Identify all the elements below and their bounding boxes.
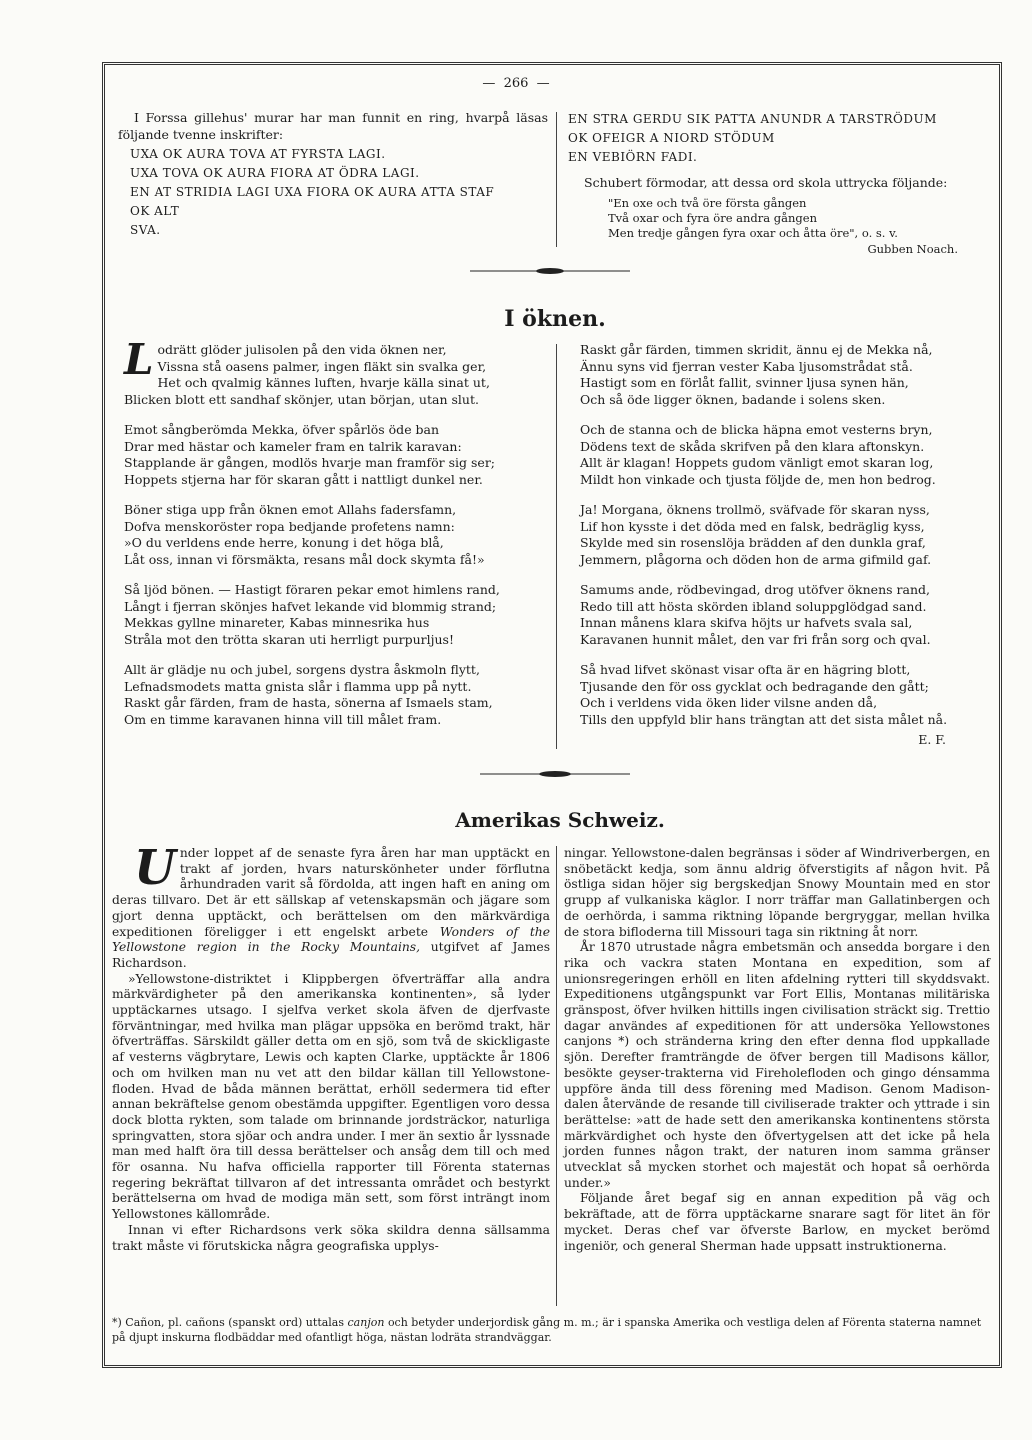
verse-line: Hastigt som en förlåt fallit, svinner ljusa synen hän,	[580, 375, 909, 390]
verse-line: Innan månens klara skifva höjts ur hafvets svala sal,	[580, 615, 913, 630]
verse-line: Dödens text de skåda skrifven på den klara aftonskyn.	[580, 438, 925, 454]
stanza	[580, 502, 990, 568]
verse-line: Skylde med sin rosenslöja brädden af den dunkla graf,	[580, 535, 926, 550]
verse-line: Vissna stå oasens palmer, ingen fläkt sin svalka ger,	[157, 358, 487, 374]
article-right-p3: Följande året begaf sig en annan expedition på väg och bekräftade, att de förra upptäckarne snarare sagt för litet än för mycket. Deras chef var öfverste Barlow, en mycket berömd ingeniör, och general Sherman hade uppsatt instruktionerna.	[564, 1191, 990, 1253]
verse-line: Ännu syns vid fjerran vester Kaba ljusomstrådat stå.	[580, 358, 913, 374]
translation-line: Två oxar och fyra öre andra gången	[608, 210, 817, 225]
verse-line: Om en timme karavanen hinna vill till målet fram.	[124, 711, 442, 727]
stanza	[580, 422, 990, 488]
inscription-line: SVA.	[130, 223, 161, 237]
column-divider	[556, 112, 557, 247]
article-left-p2: »Yellowstone-distriktet i Klippbergen öfverträffar alla andra märkvärdigheter på den amerikanska kontinenten», så lyder upptäckarnes utsago. I sjelfva verket skola äfven de djerfvaste förväntningar, med hvilka man plägar uppsöka en berömd trakt, här öfverträffas. Särskildt gäller detta om en sjö, som två de skickligaste af vesterns vägbrytare, Lewis och kapten Clarke, upptäckte år 1806 och om hvilken man nu vet att den bildar källan till Yellowstone-floden. Hvad de båda männen berättat, erhöll sedermera tid efter annan bekräftelse genom obestämda uppgifter. Egentligen voro dessa dock blotta rykten, som talade om brinnande jordsträckor, naturliga springvatten, stora sjöar och andra under. I mer än sextio år lyssnade man med halft öra till dessa berättelser och ansåg dem till och med för osanna. Nu hafva officiella rapporter till Förenta staternas regering bekräftat tillvaron af det intressanta området och bestyrkt berättelserna om hvad de modiga män sett, som först inträngt inom Yellowstones källområde.	[112, 971, 550, 1222]
inscription-line: EN AT STRIDIA LAGI UXA FIORA OK AURA ATTA STAF	[130, 185, 495, 199]
footnote: *) Cañon, pl. cañons (spanskt ord) uttalas canjon och betyder underjordisk gång m. m.; är i spanska Amerika och vestliga delen af Förenta staterna namnet på djupt inskurna flodbäddar med ofantligt höga, nästan lodräta strandväggar.	[112, 1316, 982, 1344]
poem-left-stanzas	[124, 335, 552, 728]
translation-line: Men tredje gången fyra oxar och åtta öre", o. s. v.	[608, 225, 898, 240]
stanza	[124, 582, 552, 648]
inscription-line: EN STRA GERDU SIK PATTA ANUNDR A TARSTRÖDUM	[568, 112, 937, 126]
verse-line: Redo till att hösta skörden ibland soluppglödgad sand.	[580, 598, 927, 614]
inscription-line: OK ALT	[130, 204, 180, 218]
verse-line: Jemmern, plågorna och döden hon de arma gifmild gaf.	[580, 551, 932, 567]
verse-line: Emot sångberömda Mekka, öfver spårlös öde ban	[124, 422, 440, 437]
verse-line: Lif hon kysste i det döda med en falsk, bedräglig kyss,	[580, 518, 925, 534]
verse-line: Raskt går färden, fram de hasta, sönerna af Ismaels stam,	[124, 695, 493, 710]
verse-line: Mekkas gyllne minareter, Kabas minnesrika hus	[124, 615, 430, 630]
verse-line: Och så öde ligger öknen, badande i solens sken.	[580, 391, 886, 407]
poem-divider	[556, 344, 557, 749]
verse-line: Långt i fjerran skönjes hafvet lekande vid blommig strand;	[124, 598, 497, 614]
translation-line: "En oxe och två öre första gången	[608, 195, 807, 210]
verse-line: Allt är glädje nu och jubel, sorgens dystra åskmoln flytt,	[124, 662, 480, 677]
article-right-p2: År 1870 utrustade några embetsmän och ansedda borgare i den rika och vackra staten Montana en expedition, som af unionsregeringen erhöll en liten afdelning rytteri till skyddsvakt. Expeditionens utgångspunkt var Fort Ellis, Montanas militäriska gränspost, öfver hvilken hittills ingen civilisation sträckt sig. Trettio dagar användes af expeditionen för att undersöka Yellowstones canjons *) och stränderna kring den efter denna flod uppkallade sjön. Derefter framträngde de öfver bergen till Madisons källor, besökte geyser-trakterna vid Fireholefloden och gingo dénsamma uppföre ända till dess förening med Madison. Genom Madison-dalen återvände de resande till civiliserade trakter och yttrade i sin berättelse: »att de hade sett den amerikanska kontinentens största märkvärdighet och hyste den öfvertygelsen att det icke på hela jorden funnes någon trakt, der naturen inom samma gränser utvecklat så mycken storhet och majestät och hopat så oerhörda under.»	[564, 940, 990, 1190]
verse-line: Stapplande är gången, modlös hvarje man framför sig ser;	[124, 455, 496, 470]
article-right-p1: ningar. Yellowstone-dalen begränsas i söder af Windriverbergen, en snöbetäckt kedja, som ännu aldrig öfverstigits af någon hvit. På östliga sidan höjer sig bergskedjan Snowy Mountain med en stor grupp af vulkaniska käglor. I norr träffar man Gallatinbergen och de oerhörda, i samma riktning löpande bergryggar, mellan hvilka de stora bifloderna till Missouri taga sin riktning åt norr.	[564, 846, 990, 939]
verse-line: Blicken blott ett sandhaf skönjer, utan början, utan slut.	[124, 391, 479, 407]
verse-line: Mildt hon vinkade och tjusta följde de, men hon bedrog.	[580, 471, 936, 487]
verse-line: Så hvad lifvet skönast visar ofta är en hägring blott,	[580, 662, 911, 677]
article-title: Amerikas Schweiz.	[455, 808, 665, 832]
verse-line: Allt är klagan! Hoppets gudom vänligt emot skaran log,	[580, 455, 934, 470]
article-divider	[556, 846, 557, 1306]
stanza	[580, 662, 990, 728]
inscription-line: OK OFEIGR A NIORD STÖDUM	[568, 131, 775, 145]
inscription-left	[118, 110, 548, 240]
inscription-line: UXA TOVA OK AURA FIORA AT ÖDRA LAGI.	[130, 166, 420, 180]
inscription-right	[568, 110, 988, 257]
stanza	[580, 342, 990, 408]
stanza	[580, 582, 990, 648]
ornament-divider-2	[480, 768, 630, 780]
verse-line: Ja! Morgana, öknens trollmö, sväfvade för skaran nyss,	[580, 502, 930, 517]
article-dropcap: U	[134, 840, 176, 896]
verse-line: Och de stanna och de blicka häpna emot vesterns bryn,	[580, 422, 933, 437]
verse-line: Hoppets stjerna har för skaran gått i nattligt dunkel ner.	[124, 471, 483, 487]
inscription-intro: I Forssa gillehus' murar har man funnit en ring, hvarpå läsas följande tvenne inskrifter:	[118, 110, 548, 142]
verse-line: Het och qvalmig kännes luften, hvarje källa sinat ut,	[157, 375, 490, 390]
stanza	[124, 422, 552, 488]
article-left-p3: Innan vi efter Richardsons verk söka skildra denna sällsamma trakt måste vi förutskicka några geografiska upplys-	[112, 1222, 550, 1253]
stanza	[124, 502, 552, 568]
poem-right-stanzas	[580, 342, 990, 728]
poem-right	[580, 342, 990, 749]
article-left: U nder loppet af de senaste fyra åren har man upptäckt en trakt af jorden, hvars naturskönheter under förflutna århundraden varit så fördolda, att ingen haft en aning om deras tillvaro. Det är ett sällskap af vetenskapsmän och jägare som gjort denna upptäckt, och berättelsen om den märkvärdiga expeditionen föreligger i ett engelskt arbete Wonders of the Yellowstone region in the Rocky Mountains, utgifvet af James Richardson. »Yellowstone-distriktet i Klippbergen öfverträffar alla andra märkvärdigheter på den amerikanska kontinenten», så lyder upptäckarnes utsago. I sjelfva verket skola äfven de djerfvaste förväntningar, med hvilka man plägar uppsöka en berömd trakt, här öfverträffas. Särskildt gäller detta om en sjö, som två de skickligaste af vesterns vägbrytare, Lewis och kapten Clarke, upptäckte år 1806 och om hvilken man nu vet att den bildar källan till Yellowstone-floden. Hvad de båda männen berättat, erhöll sedermera tid efter annan bekräftelse genom obestämda uppgifter. Egentligen voro dessa dock blotta rykten, som talade om brinnande jordsträckor, naturliga springvatten, stora sjöar och andra under. I mer än sextio år lyssnade man med halft öra till dessa berättelser och ansåg dem till och med för osanna. Nu hafva officiella rapporter till Förenta staternas regering bekräftat tillvaron af det intressanta området och bestyrkt berättelserna om hvad de modiga män sett, som först inträngt inom Yellowstones källområde. Innan vi efter Richardsons verk söka skildra denna sällsamma trakt måste vi förutskicka några geografiska upplys-	[112, 840, 550, 1253]
poem-left	[124, 335, 552, 742]
verse-line: Böner stiga upp från öknen emot Allahs fadersfamn,	[124, 502, 457, 517]
verse-line: Dofva menskoröster ropa bedjande profetens namn:	[124, 518, 455, 534]
stanza	[124, 335, 552, 408]
verse-line: »O du verldens ende herre, konung i det höga blå,	[124, 535, 444, 550]
verse-line: Samums ande, rödbevingad, drog utöfver öknens rand,	[580, 582, 930, 597]
verse-line: Raskt går färden, timmen skridit, ännu ej de Mekka nå,	[580, 342, 933, 357]
verse-line: Lefnadsmodets matta gnista slår i flamma upp på nytt.	[124, 678, 472, 694]
verse-line: odrätt glöder julisolen på den vida öknen ner,	[157, 342, 447, 357]
verse-line: Karavanen hunnit målet, den var fri från sorg och qval.	[580, 631, 931, 647]
poem-dropcap: L	[124, 335, 154, 384]
verse-line: Drar med hästar och kameler fram en talrik karavan:	[124, 438, 462, 454]
verse-line: Så ljöd bönen. — Hastigt föraren pekar emot himlens rand,	[124, 582, 500, 597]
inscription-line: UXA OK AURA TOVA AT FYRSTA LAGI.	[130, 147, 386, 161]
schubert-text: Schubert förmodar, att dessa ord skola uttrycka följande:	[584, 175, 948, 190]
article-right	[564, 846, 990, 1254]
inscription-line: EN VEBIÖRN FADI.	[568, 150, 698, 164]
verse-line: Låt oss, innan vi försmäkta, resans mål dock skymta få!»	[124, 551, 485, 567]
poem-signature: E. F.	[918, 732, 946, 747]
ornament-divider	[470, 265, 630, 277]
verse-line: Tills den uppfyld blir hans trängtan att det sista målet nå.	[580, 711, 948, 727]
verse-line: Stråla mot den trötta skaran uti herrligt purpurljus!	[124, 631, 454, 647]
poem-title: I öknen.	[504, 306, 606, 332]
page-number: — 266 —	[482, 76, 550, 91]
inscription-right-lines	[568, 110, 988, 167]
verse-line: Tjusande den för oss gycklat och bedragande den gått;	[580, 678, 929, 694]
translation-lines	[568, 196, 988, 241]
verse-line: Och i verldens vida öken lider vilsne anden då,	[580, 695, 878, 710]
inscription-left-lines	[118, 145, 548, 240]
signature-noach: Gubben Noach.	[867, 241, 958, 256]
stanza	[124, 662, 552, 728]
